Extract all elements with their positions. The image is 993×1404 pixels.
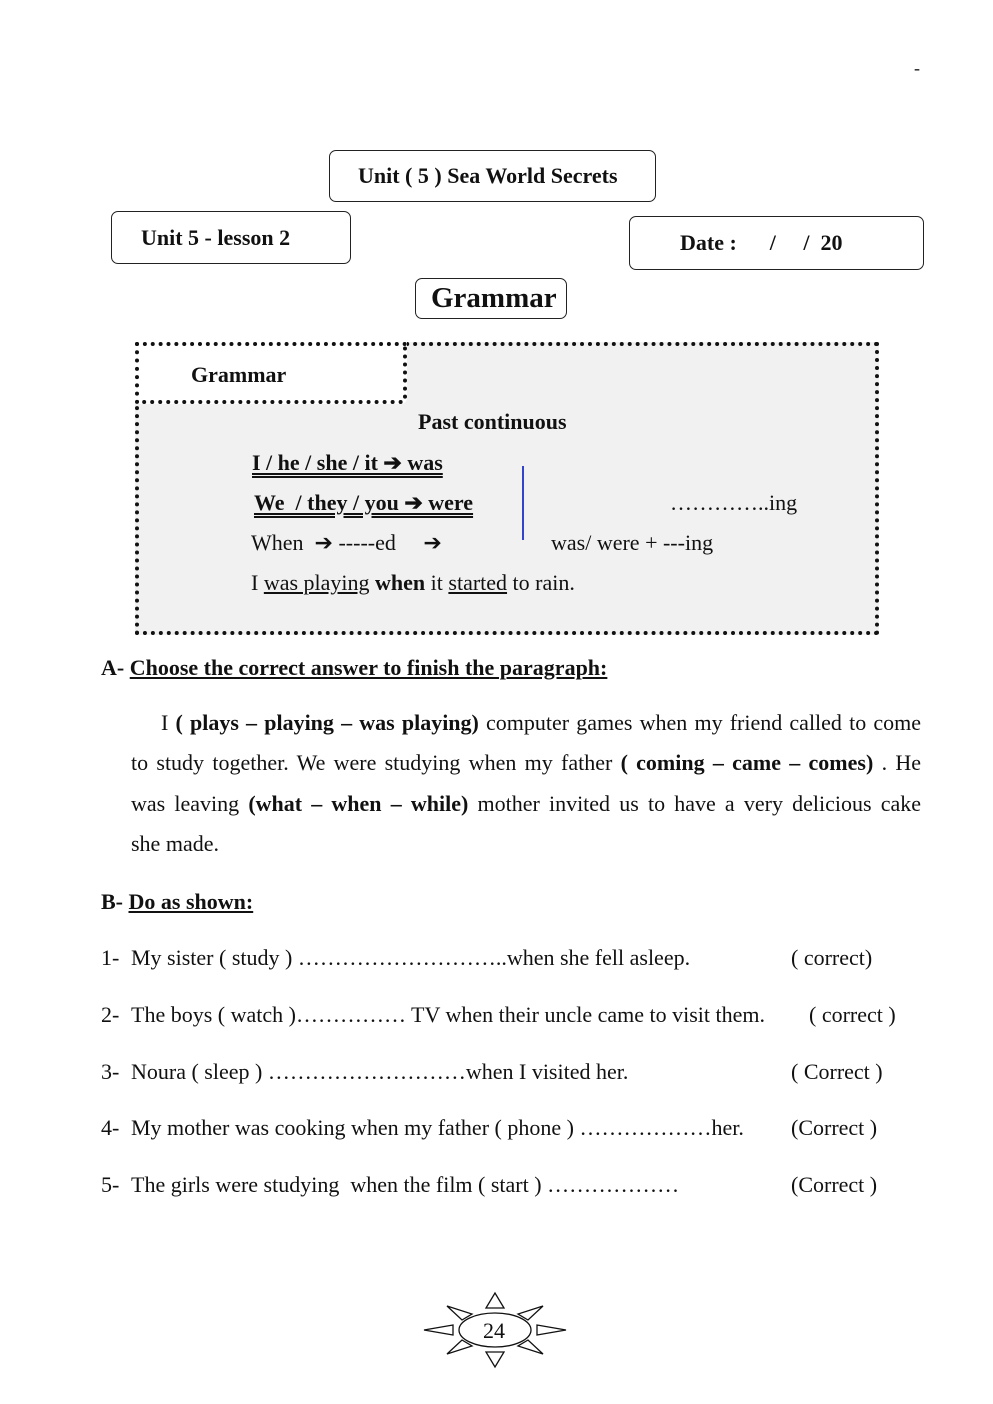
page-number: 24 xyxy=(483,1318,505,1343)
example-past-continuous: was playing xyxy=(263,570,370,595)
exercise-number: 2- xyxy=(101,1002,120,1027)
corner-mark: - xyxy=(914,58,920,78)
paragraph-line xyxy=(161,710,921,736)
example-past-simple: started xyxy=(448,570,508,595)
unit-title: Unit ( 5 ) Sea World Secrets xyxy=(358,163,618,188)
ing-pattern: …………..ing xyxy=(670,490,798,515)
text: was leaving xyxy=(131,791,249,816)
rule-plural: We / they / you ➔ were xyxy=(254,490,474,515)
exercise-text[interactable]: The girls were studying when the film ( start ) ……………… xyxy=(131,1172,680,1197)
text: computer games when my friend called to come xyxy=(478,710,922,735)
divider-line xyxy=(522,466,524,540)
paragraph-line xyxy=(131,831,921,857)
example-sentence xyxy=(251,570,575,596)
example-text: it xyxy=(425,570,449,595)
date-label: Date : / / 20 xyxy=(680,230,843,255)
exercise-text[interactable]: The boys ( watch )…………… TV when their uncle came to visit them. xyxy=(131,1002,765,1027)
lesson-label: Unit 5 - lesson 2 xyxy=(141,224,291,250)
exercise-number: 1- xyxy=(101,945,120,970)
rule-singular: I / he / she / it ➔ was xyxy=(252,450,443,475)
choice-group-2[interactable]: ( coming – came – comes) xyxy=(620,750,874,775)
exercise-tag: ( correct ) xyxy=(809,1002,896,1027)
choice-group-3[interactable]: (what – when – while) xyxy=(248,791,469,816)
section-a-prefix: A- xyxy=(101,655,130,680)
exercise-number: 5- xyxy=(101,1172,120,1197)
text: I xyxy=(161,710,176,735)
paragraph-line xyxy=(131,791,921,817)
exercise-text[interactable]: Noura ( sleep ) ………………………when I visited her. xyxy=(131,1059,629,1084)
exercise-tag: ( correct) xyxy=(791,945,873,970)
formula: was/ were + ---ing xyxy=(551,530,714,555)
text: to study together. We were studying when my father xyxy=(131,750,621,775)
section-a-heading xyxy=(101,655,607,681)
exercise-text[interactable]: My sister ( study ) ………………………..when she fell asleep. xyxy=(131,945,691,970)
lesson-box xyxy=(111,211,351,264)
example-text: to rain. xyxy=(507,570,575,595)
text: mother invited us to have a very delicious cake xyxy=(468,791,922,816)
section-b-title: Do as shown: xyxy=(128,889,254,914)
exercise-number: 3- xyxy=(101,1059,120,1084)
example-when: when xyxy=(369,570,426,595)
section-title: Grammar xyxy=(431,282,557,314)
exercise-number: 4- xyxy=(101,1115,120,1140)
grammar-label: Grammar xyxy=(191,362,287,387)
section-a-title: Choose the correct answer to finish the paragraph: xyxy=(129,655,608,680)
section-b-heading xyxy=(101,889,253,915)
grammar-heading: Past continuous xyxy=(418,409,567,434)
paragraph-line xyxy=(131,750,921,776)
unit-title-box xyxy=(329,150,656,202)
exercise-tag: (Correct ) xyxy=(791,1115,878,1140)
exercise-tag: ( Correct ) xyxy=(791,1059,883,1084)
when-rule: When ➔ -----ed ➔ xyxy=(251,530,442,555)
section-title-box xyxy=(415,278,567,319)
text: . He xyxy=(873,750,921,775)
section-b-prefix: B- xyxy=(101,889,129,914)
exercise-text[interactable]: My mother was cooking when my father ( phone ) ………………her. xyxy=(131,1115,744,1140)
exercise-tag: (Correct ) xyxy=(791,1172,878,1197)
text: she made. xyxy=(131,831,219,856)
example-text: I xyxy=(251,570,264,595)
choice-group-1[interactable]: ( plays – playing – was playing) xyxy=(175,710,479,735)
date-box xyxy=(629,216,924,270)
